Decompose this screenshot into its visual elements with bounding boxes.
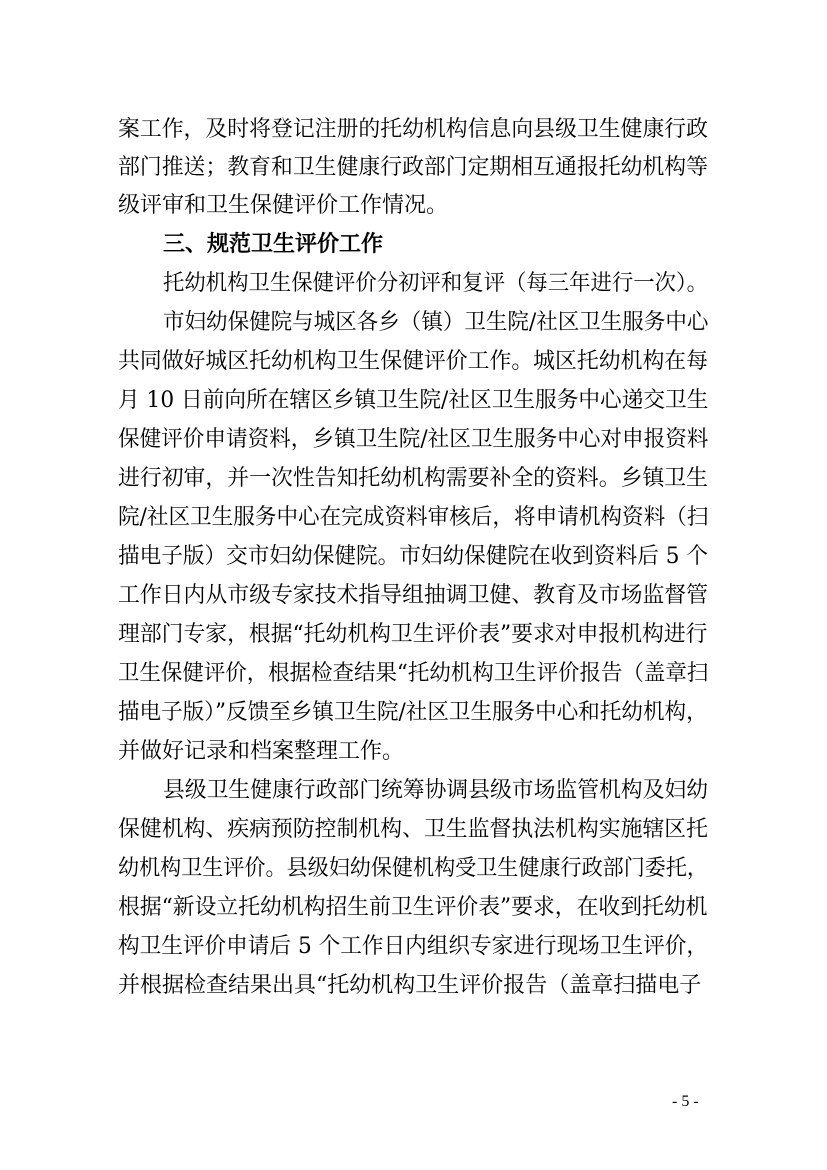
- paragraph-line: 并做好记录和档案整理工作。: [118, 739, 405, 764]
- paragraph-line: 并根据检查结果出具“托幼机构卫生评价报告（盖章扫描电子: [118, 973, 702, 998]
- paragraph-line: 工作日内从市级专家技术指导组抽调卫健、教育及市场监督管: [118, 583, 709, 608]
- page-number: - 5 -: [672, 1093, 699, 1110]
- paragraph-line: 级评审和卫生保健评价工作情况。: [118, 193, 449, 218]
- paragraph-line: 卫生保健评价，根据检查结果“托幼机构卫生评价报告（盖章扫: [118, 661, 709, 686]
- paragraph-line: 市妇幼保健院与城区各乡（镇）卫生院/社区卫生服务中心: [163, 310, 709, 335]
- paragraph-line: 根据“新设立托幼机构招生前卫生评价表”要求，在收到托幼机: [118, 895, 708, 920]
- paragraph-line: 保健机构、疾病预防控制机构、卫生监督执法机构实施辖区托: [118, 817, 709, 842]
- paragraph-line: 描电子版）”反馈至乡镇卫生院/社区卫生服务中心和托幼机构，: [118, 700, 708, 725]
- paragraph-line: 描电子版）交市妇幼保健院。市妇幼保健院在收到资料后 5 个: [118, 544, 708, 569]
- paragraph-line: 月 10 日前向所在辖区乡镇卫生院/社区卫生服务中心递交卫生: [118, 388, 709, 413]
- paragraph-line: 共同做好城区托幼机构卫生保健评价工作。城区托幼机构在每: [118, 349, 709, 374]
- paragraph-line: 理部门专家，根据“托幼机构卫生评价表”要求对申报机构进行: [118, 622, 708, 647]
- paragraph-line: 进行初审，并一次性告知托幼机构需要补全的资料。乡镇卫生: [118, 466, 709, 491]
- paragraph-line: 构卫生评价申请后 5 个工作日内组织专家进行现场卫生评价，: [118, 934, 708, 959]
- section-heading: 三、规范卫生评价工作: [163, 232, 384, 257]
- paragraph-line: 案工作，及时将登记注册的托幼机构信息向县级卫生健康行政: [118, 117, 709, 142]
- paragraph-line: 部门推送；教育和卫生健康行政部门定期相互通报托幼机构等: [118, 155, 709, 180]
- paragraph-line: 院/社区卫生服务中心在完成资料审核后，将申请机构资料（扫: [118, 505, 709, 530]
- paragraph-line: 县级卫生健康行政部门统筹协调县级市场监管机构及妇幼: [163, 778, 709, 803]
- paragraph-line: 保健评价申请资料，乡镇卫生院/社区卫生服务中心对申报资料: [118, 427, 709, 452]
- paragraph-line: 托幼机构卫生保健评价分初评和复评（每三年进行一次）。: [163, 271, 709, 296]
- paragraph-line: 幼机构卫生评价。县级妇幼保健机构受卫生健康行政部门委托，: [118, 856, 709, 881]
